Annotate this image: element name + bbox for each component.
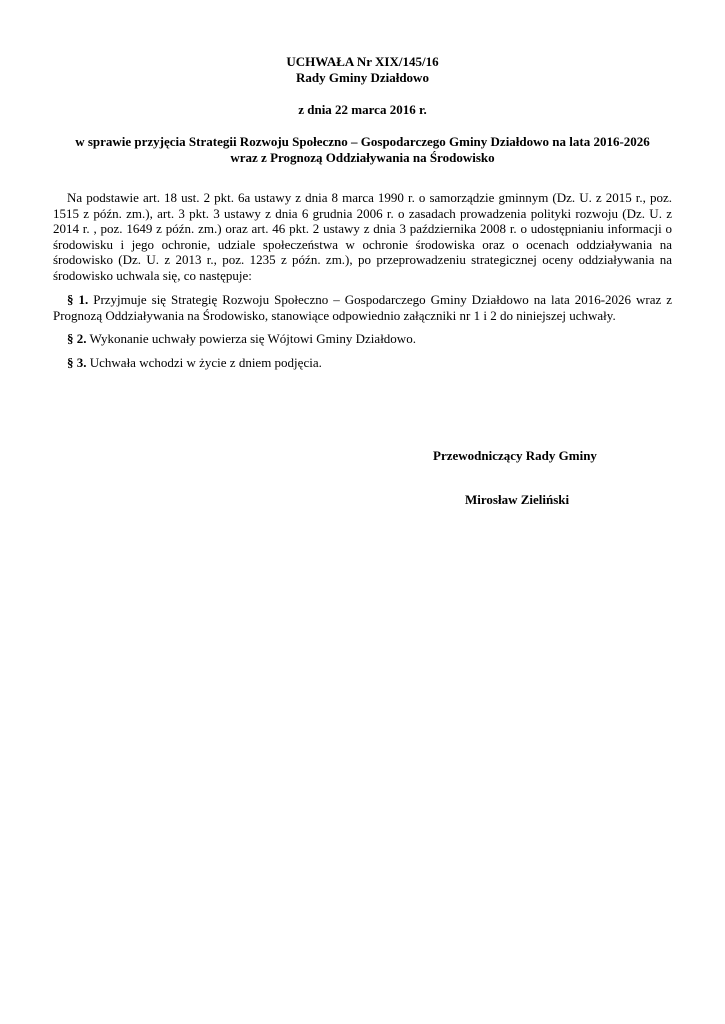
subject-line-2: wraz z Prognozą Oddziaływania na Środowisko [230, 150, 495, 165]
paragraph-3 [53, 355, 672, 371]
signatory-name: Mirosław Zieliński [465, 492, 570, 507]
paragraph-3-number: § 3. [67, 355, 87, 370]
paragraph-1-number: § 1. [67, 292, 89, 307]
resolution-title: UCHWAŁA Nr XIX/145/16 [286, 54, 439, 69]
resolution-subject [0, 134, 725, 166]
resolution-date: z dnia 22 marca 2016 r. [298, 102, 427, 117]
paragraph-2 [53, 331, 672, 347]
paragraph-2-text: Wykonanie uchwały powierza się Wójtowi Gminy Działdowo. [89, 331, 416, 346]
resolution-header [0, 54, 725, 86]
paragraph-2-number: § 2. [67, 331, 87, 346]
signatory-role: Przewodniczący Rady Gminy [433, 448, 597, 463]
legal-basis-paragraph: Na podstawie art. 18 ust. 2 pkt. 6a ustawy z dnia 8 marca 1990 r. o samorządzie gminnym (Dz. U. z 2015 r., poz. 1515 z późn. zm.), art. 3 pkt. 3 ustawy z dnia 6 grudnia 2006 r. o zasadach prowadzenia polityki rozwoju (Dz. U. z 2014 r. , poz. 1649 z późn. zm.) oraz art. 46 pkt. 2 ustawy z dnia 3 października 2008 r. o udostępnianiu informacji o środowisku i jego ochronie, udziale społeczeństwa w ochronie środowiska oraz o ocenach oddziaływania na środowisko (Dz. U. z 2013 r., poz. 1235 z późn. zm.), po przeprowadzeniu strategicznej oceny oddziaływania na środowisko uchwala się, co następuje: [53, 190, 672, 283]
resolution-issuer: Rady Gminy Działdowo [296, 70, 429, 85]
paragraph-3-text: Uchwała wchodzi w życie z dniem podjęcia. [89, 355, 322, 370]
paragraph-1 [53, 292, 672, 323]
paragraph-1-text: Przyjmuje się Strategię Rozwoju Społeczno – Gospodarczego Gminy Działdowo na lata 2016-2026 wraz z Prognozą Oddziaływania na Środowisko, stanowiące odpowiednio załączniki nr 1 i 2 do niniejszej uchwały. [53, 292, 673, 323]
subject-line-1: w sprawie przyjęcia Strategii Rozwoju Społeczno – Gospodarczego Gminy Działdowo na lata 2016-2026 [75, 134, 650, 149]
